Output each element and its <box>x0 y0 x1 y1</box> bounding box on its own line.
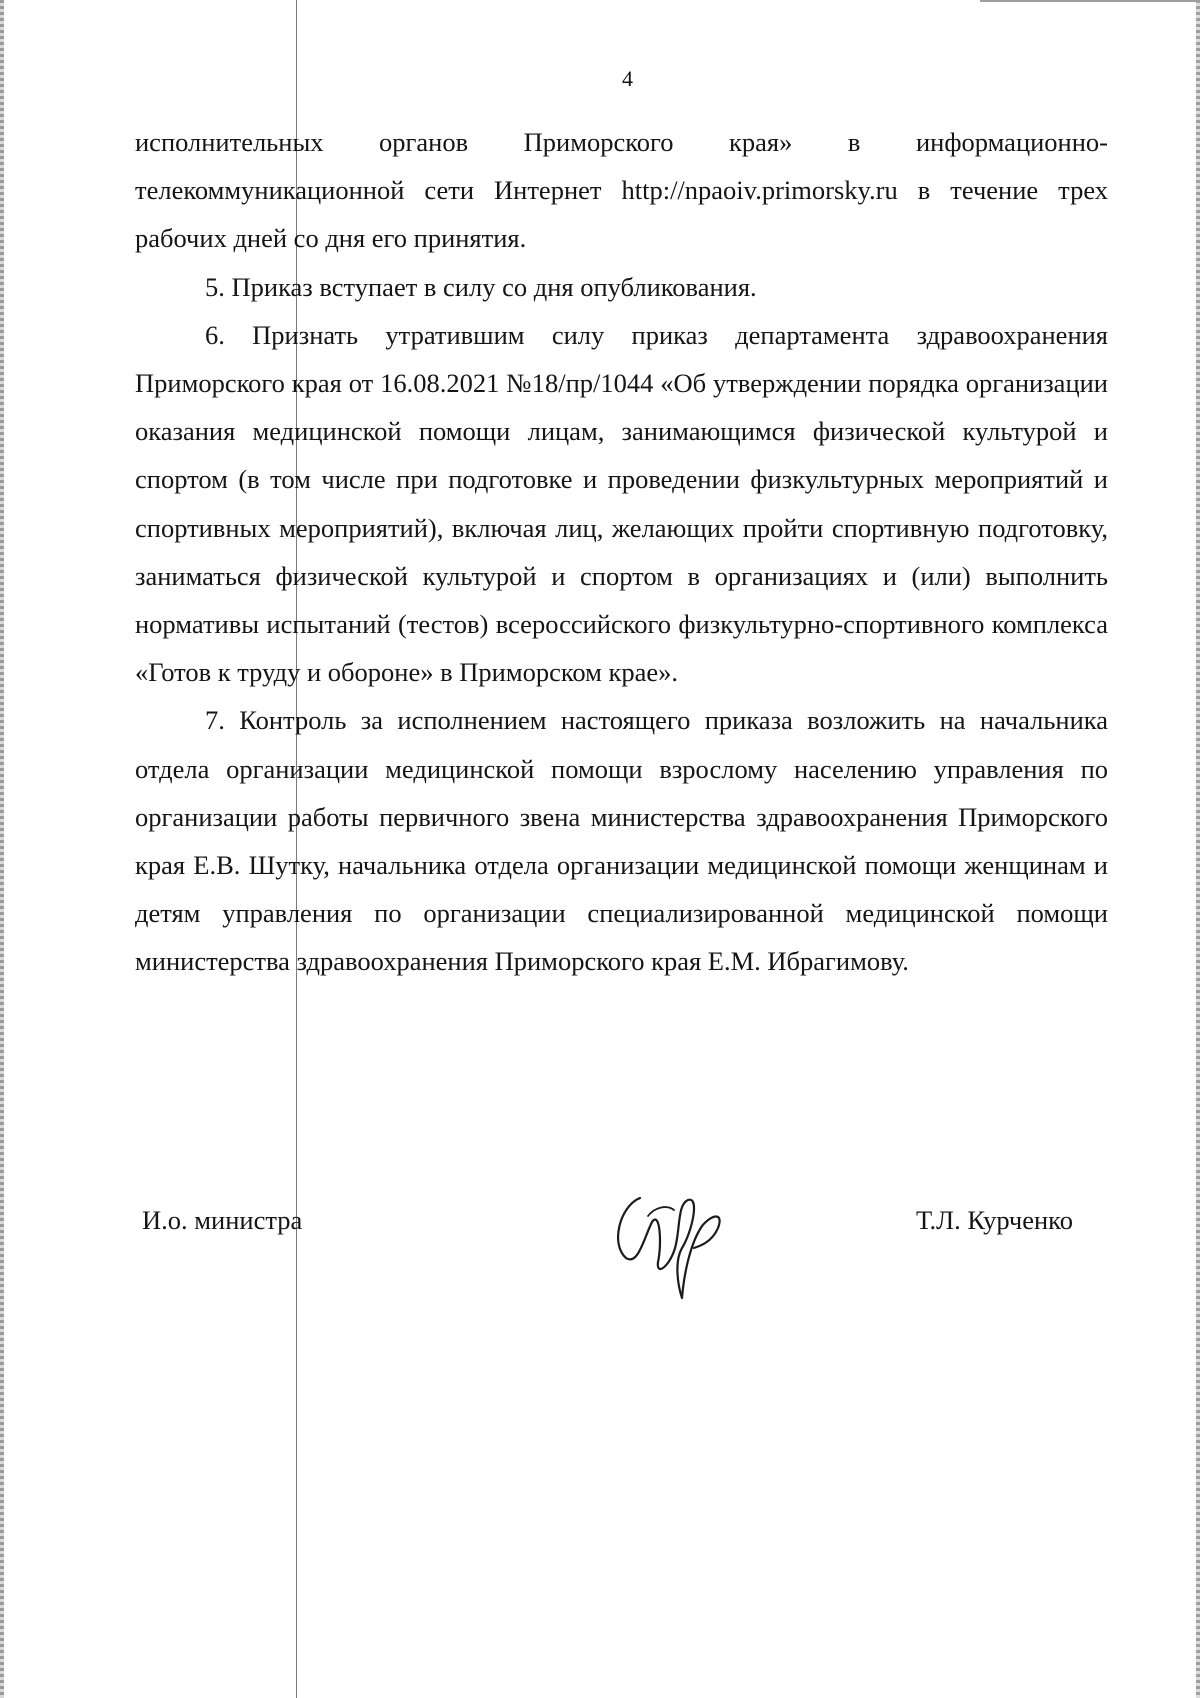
paragraph-item-5: 5. Приказ вступает в силу со дня опубликования. <box>205 271 757 302</box>
scan-edge-right <box>1196 0 1200 1698</box>
paragraph-item-6: 6. Признать утратившим силу приказ департамента здравоохранения Приморского края от 16.08.2021 №18/пр/1044 «Об утверждении порядка организации оказания медицинской помощи лицам, занимающимся физической культурой и спортом (в том числе при подготовке и проведении физкультурных мероприятий и спортивных мероприятий), включая лиц, желающих пройти спортивную подготовку, заниматься физической культурой и спортом в организациях и (или) выполнить нормативы испытаний (тестов) всероссийского физкультурно-спортивного комплекса «Готов к труду и обороне» в Приморском крае». <box>135 319 1108 688</box>
scan-corner-mark <box>980 0 1200 2</box>
paragraph-item-7: 7. Контроль за исполнением настоящего приказа возложить на начальника отдела организации медицинской помощи взрослому населению управления по организации работы первичного звена министерства здравоохранения Приморского края Е.В. Шутку, начальника отдела организации медицинской помощи женщинам и детям управления по организации специализированной медицинской помощи министерства здравоохранения Приморского края Е.М. Ибрагимову. <box>135 705 1108 977</box>
page-number: 4 <box>622 66 633 91</box>
paragraph-continuation: исполнительных органов Приморского края» в информационно-телекоммуникационной сети Интернет http://npaoiv.primorsky.ru в течение трех рабочих дней со дня его принятия. <box>135 127 1108 254</box>
document-body <box>135 118 1108 986</box>
scan-edge-left <box>0 0 4 1698</box>
signatory-name: Т.Л. Курченко <box>916 1205 1073 1235</box>
signatory-position: И.о. министра <box>142 1205 303 1235</box>
handwritten-signature <box>612 1186 737 1306</box>
signature-block <box>0 1198 1200 1318</box>
